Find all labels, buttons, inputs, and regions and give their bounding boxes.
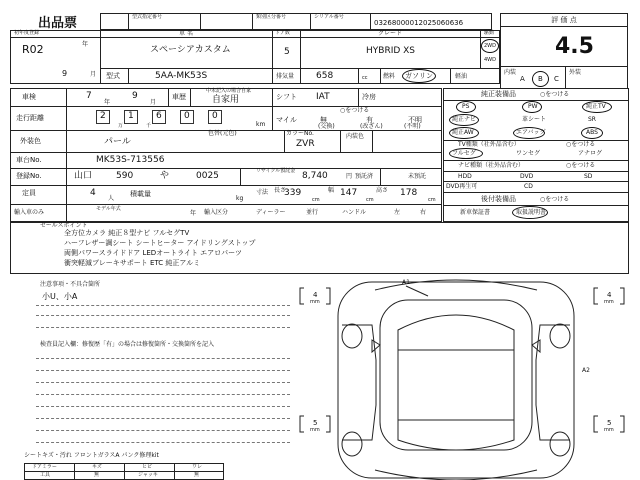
height: 178 [400,188,418,198]
color-code: ZVR [296,139,315,149]
windshield [398,315,514,350]
tread-bottom-left: 5 [313,419,318,427]
selling-point-line: 全方位カメラ 純正８型ナビ フルセグTV [64,229,190,237]
mileage-digit: 2 [100,111,106,121]
tread-top-right: 4 [607,291,612,299]
length: 339 [284,188,302,198]
usage: 自家用 [212,95,240,105]
exterior-color: パール [104,137,131,147]
chassis-number: MK53S-713556 [96,155,165,165]
reg-class: 590 [116,171,134,181]
recycle-fee: 8,740 [302,171,328,181]
wheel-front-left [342,324,362,348]
car-body-outline [338,279,574,478]
rear-window [398,420,514,450]
wheel-front-right [550,324,570,348]
score-value: 4.5 [555,34,594,59]
wheel-rear-right [550,432,570,456]
tread-bottom-right: 5 [607,419,612,427]
reg-region: 山口 [74,171,93,181]
first-reg-era: R02 [22,43,44,56]
car-roof-outline [380,300,532,450]
first-reg-month: 9 [62,69,68,78]
grade: HYBRID XS [366,46,416,56]
document-title: 出品票 [38,16,78,31]
selling-point-line: 衝突軽減ブレーキサポート ETC 純正アルミ [64,259,201,267]
wheel-rear-left [342,432,362,456]
displacement: 658 [316,71,334,81]
serial-number: 03268000012025060636 [374,19,464,27]
right-side [536,325,570,440]
vehicle-name: スペーシアカスタム [150,45,231,55]
selling-point-line: ハーフレザー調シート シートヒーター アイドリングストップ [64,239,256,247]
shift: IAT [316,92,330,102]
width: 147 [340,188,358,198]
mileage-digit: 1 [128,111,134,121]
reg-number: 0025 [196,171,219,181]
damage-mark-a1: A1 [402,279,410,286]
door-count: 5 [284,47,290,57]
tread-top-left: 4 [313,291,318,299]
mileage-digit: 6 [156,111,162,121]
inspection-month: 9 [132,91,138,101]
model-code: 5AA-MK53S [155,71,208,81]
damage-mark-a2: A2 [582,367,590,374]
inspection-year: 7 [86,91,92,101]
capacity: 4 [90,188,96,198]
mileage-digit: 0 [212,111,218,121]
selling-point-line: 両側パワースライドドア LEDオートライト エアロパーツ [64,249,242,257]
left-side [342,325,376,440]
handwritten-notes: 小U、小A [42,292,78,301]
mileage-digit: 0 [184,111,190,121]
